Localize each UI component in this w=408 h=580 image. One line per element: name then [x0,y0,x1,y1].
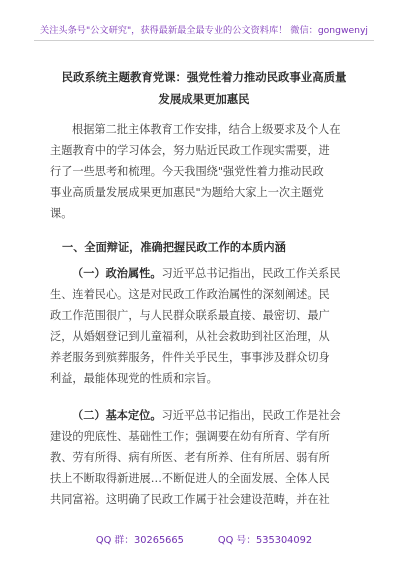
item-text: 习近平总书记指出，民政工作是社会 [161,409,341,422]
basic-position-paragraph [50,405,366,510]
paragraph-line: 利益，最能体现党的性质和宗旨。 [50,372,218,385]
political-attribute-paragraph [50,263,366,389]
item-text: 习近平总书记指出，民政工作关系民 [161,267,341,280]
header-divider [34,40,374,41]
qq-group: QQ 群：30265665 [95,535,184,546]
item-label: （二）基本定位。 [72,408,162,422]
paragraph-line: 建设的兜底性、基础性工作；强调要在幼有所育、学有所 [50,430,330,443]
paragraph-line: 根据第二批主体教育工作安排，结合上级要求及个人在 [72,123,341,136]
contact-footer [0,532,408,546]
paragraph-line: 共同富裕。这明确了民政工作属于社会建设范畴，并在社 [50,493,330,506]
paragraph-line: 养老服务到殡葬服务，件件关乎民生，事事涉及群众切身 [50,351,330,364]
paragraph-line: 主题教育中的学习体会，努力贴近民政工作现实需要，进 [50,144,330,157]
paragraph-line: 生、连着民心。这是对民政工作政治属性的深刻阐述。民 [50,288,330,301]
title-line: 民政系统主题教育党课：强党性着力推动民政事业高质量 [61,70,347,84]
paragraph-line [50,263,366,284]
paragraph-line [50,405,366,426]
qq-number: QQ 号：535304092 [217,535,313,546]
item-label: （一）政治属性。 [72,266,162,280]
paragraph-line: 政工作范围很广，与人民群众联系最直接、最密切、最广 [50,309,330,322]
paragraph-line: 教、劳有所得、病有所医、老有所养、住有所居、弱有所 [50,451,330,464]
document-title [40,66,368,110]
paragraph-line: 课。 [50,207,73,220]
paragraph-line: 行了一些思考和梳理。今天我围绕"强党性着力推动民政 [50,165,324,178]
paragraph-line: 事业高质量发展成果更加惠民"为题给大家上一次主题党 [50,186,324,199]
paragraph-line: 扶上不断取得新进展…不断促进人的全面发展、全体人民 [50,472,330,485]
paragraph-line: 泛，从婚姻登记到儿童福利，从社会救助到社区治理，从 [50,330,330,343]
intro-paragraph [50,119,366,224]
section-heading: 一、全面辩证，准确把握民政工作的本质内涵 [62,240,286,254]
title-line: 发展成果更加惠民 [158,92,250,106]
watermark-header: 关注头条号"公文研究"，获得最新最全最专业的公文资料库！ 微信：gongwenyj [40,25,368,36]
